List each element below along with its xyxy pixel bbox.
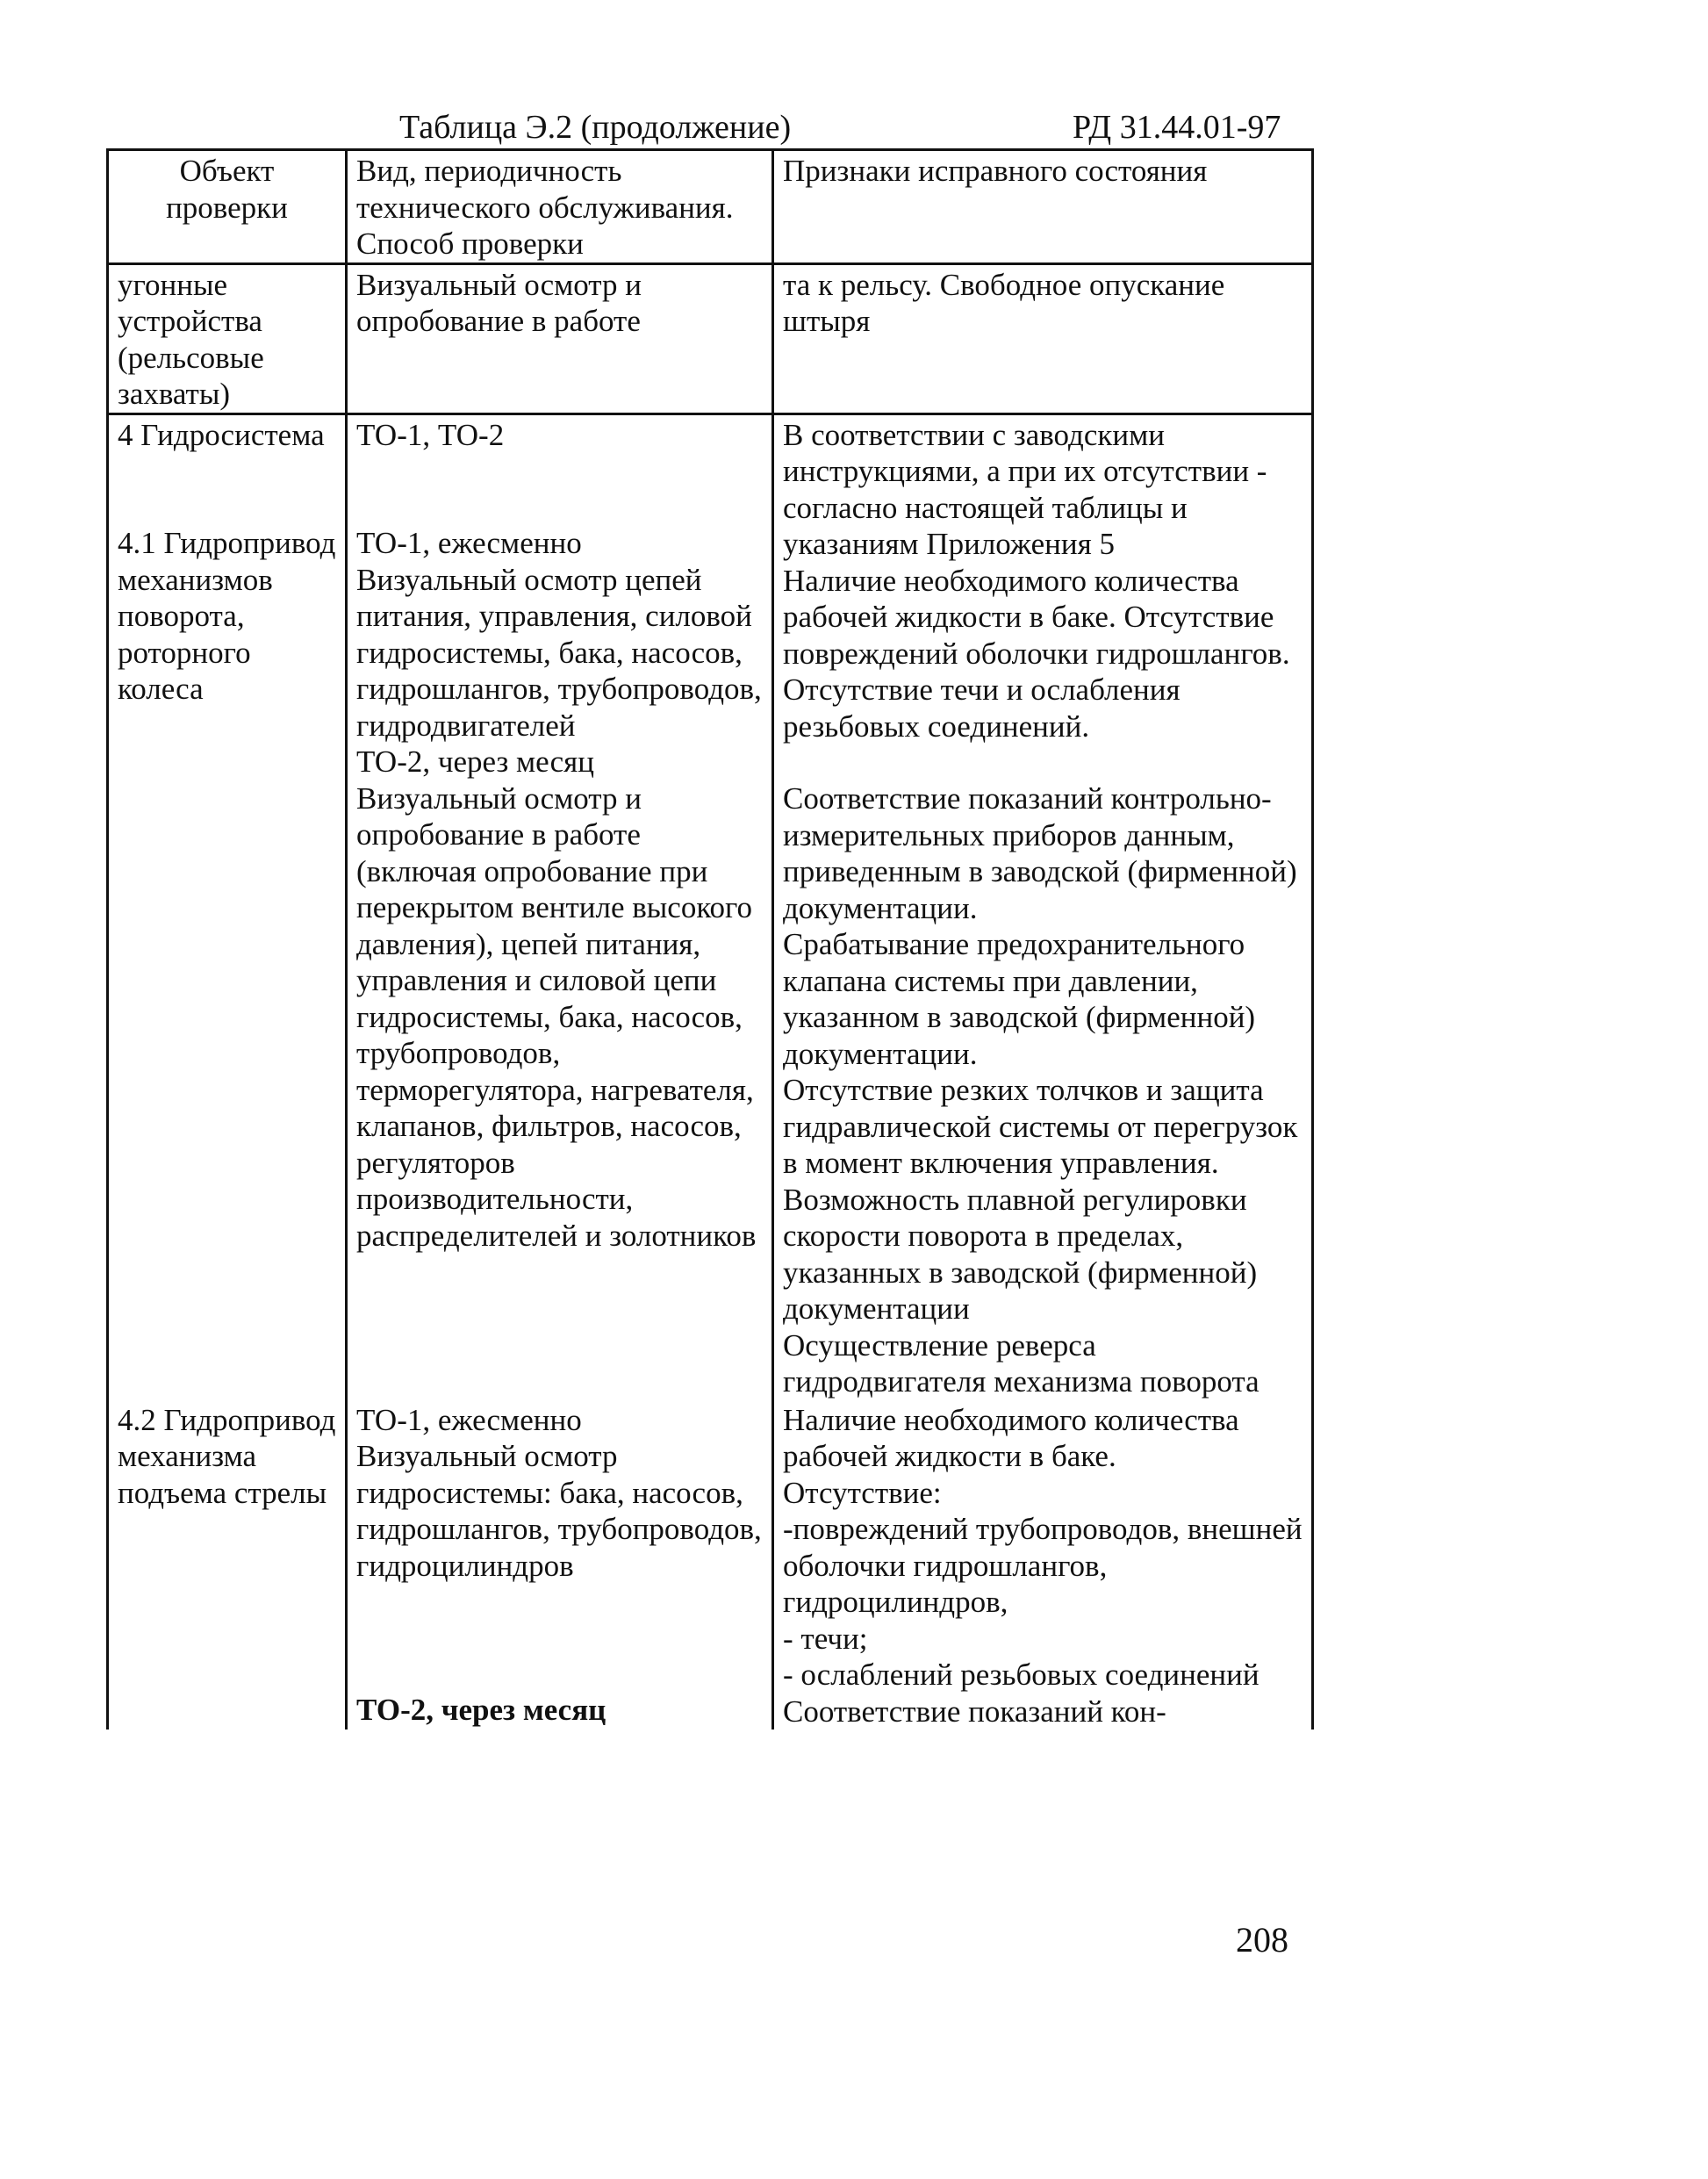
object-rotation-drive: 4.1 Гидропривод механизмов поворота, роторного колеса	[118, 526, 336, 706]
method-to1-text: Визуальный осмотр гидросистемы: бака, насосов, гидрошлангов, трубопроводов, гидроцилиндров	[356, 1439, 762, 1583]
cell-method	[347, 1400, 773, 1730]
spacer	[783, 744, 1303, 780]
column-header-object: Объект проверки	[108, 150, 347, 264]
spacer	[356, 453, 763, 525]
column-header-method: Вид, периодичность технического обслуживания. Способ проверки	[347, 150, 773, 264]
column-header-signs: Признаки исправного состояния	[773, 150, 1313, 264]
cell-object: 4.2 Гидропривод механизма подъема стрелы	[108, 1400, 347, 1730]
cell-signs	[773, 414, 1313, 1400]
signs-a: Наличие необходимого количества рабочей жидкости в баке.	[783, 1402, 1239, 1473]
signs-to2-a: Соответствие показаний контрольно-измерительных приборов данным, приведенным в заводской (фирменной) документации.	[783, 781, 1297, 925]
table-caption: Таблица Э.2 (продолжение)	[399, 109, 792, 146]
signs-d: - течи;	[783, 1621, 868, 1656]
cell-object	[108, 414, 347, 1400]
table-row	[108, 414, 1313, 1400]
method-to1-text: Визуальный осмотр цепей питания, управления, силовой гидросистемы, бака, насосов, гидрошлангов, трубопроводов, гидродвигателей	[356, 562, 762, 743]
cell-signs: та к рельсу. Свободное опускание штыря	[773, 263, 1313, 414]
signs-to2-d: Возможность плавной регулировки скорости поворота в пределах, указанных в заводской (фирменной) документации	[783, 1182, 1258, 1326]
method-to1-title: ТО-1, ежесменно	[356, 526, 582, 560]
cell-object: угонные устройства (рельсовые захваты)	[108, 263, 347, 414]
signs-to1: Наличие необходимого количества рабочей жидкости в баке. Отсутствие повреждений оболочки гидрошлангов. Отсутствие течи и ослабления резьбовых соединений.	[783, 563, 1290, 744]
object-hydrosystem: 4 Гидросистема	[118, 417, 325, 452]
method-to1-to2: ТО-1, ТО-2	[356, 417, 505, 452]
spacer	[356, 1620, 763, 1692]
document-code: РД 31.44.01-97	[1073, 109, 1281, 146]
maintenance-table	[106, 148, 1314, 1730]
method-to2-title: ТО-2, через месяц	[356, 744, 594, 779]
page-number: 208	[1236, 1920, 1288, 1960]
cell-method: Визуальный осмотр и опробование в работе	[347, 263, 773, 414]
signs-general: В соответствии с заводскими инструкциями, а при их отсутствии - согласно настоящей таблицы и указаниям Приложения 5	[783, 417, 1267, 561]
table-header-row	[108, 150, 1313, 264]
signs-to2-c: Отсутствие резких толчков и защита гидравлической системы от перегрузок в момент включения управления.	[783, 1073, 1298, 1180]
signs-to2: Соответствие показаний кон-	[783, 1694, 1166, 1729]
signs-e: - ослаблений резьбовых соединений	[783, 1658, 1259, 1692]
signs-to2-b: Срабатывание предохранительного клапана системы при давлении, указанном в заводской (фирменной) документации.	[783, 927, 1256, 1071]
method-to1-title: ТО-1, ежесменно	[356, 1402, 582, 1437]
cell-method	[347, 414, 773, 1400]
method-to2-text: Визуальный осмотр и опробование в работе (включая опробование при перекрытом вентиле высокого давления), цепей питания, управления и силовой цепи гидросистемы, бака, насосов, трубопроводов, терморегулятора, нагревателя, клапанов, фильтров, насосов, регуляторов производительности, распределителей и золотников	[356, 780, 757, 1253]
cell-signs	[773, 1400, 1313, 1730]
table-row	[108, 1400, 1313, 1730]
signs-c: -повреждений трубопроводов, внешней оболочки гидрошлангов, гидроцилиндров,	[783, 1512, 1303, 1619]
signs-b: Отсутствие:	[783, 1475, 942, 1510]
spacer	[118, 453, 336, 525]
spacer	[356, 1584, 763, 1620]
table-row	[108, 263, 1313, 414]
signs-to2-e: Осуществление реверса гидродвигателя механизма поворота	[783, 1327, 1259, 1399]
method-to2-title: ТО-2, через месяц	[356, 1693, 606, 1727]
